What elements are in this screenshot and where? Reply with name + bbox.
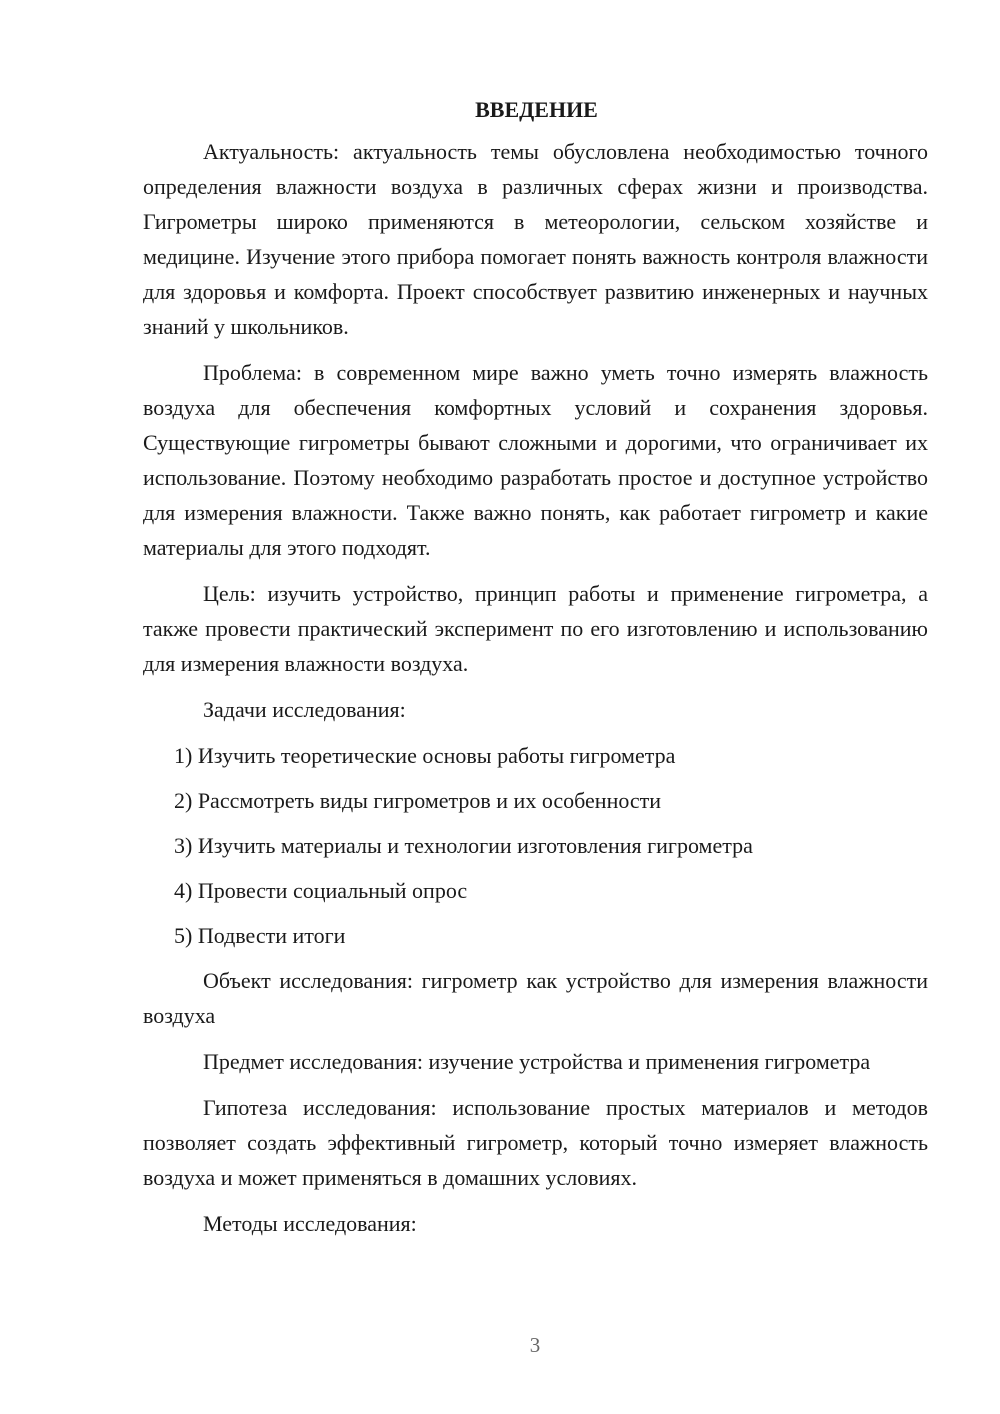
- task-item: 5) Подвести итоги: [174, 923, 346, 948]
- problem-paragraph: Проблема: в современном мире важно уметь точно измерять влажность воздуха для обеспечения комфортных условий и сохранения здоровья. Существующие гигрометры бывают сложными и дорогими, что ограничивает их использование. Поэтому необходимо разработать простое и доступное устройство для измерения влажности. Также важно понять, как работает гигрометр и какие материалы для этого подходят.: [143, 360, 928, 560]
- object-paragraph: Объект исследования: гигрометр как устройство для измерения влажности воздуха: [143, 968, 928, 1028]
- relevance-paragraph: Актуальность: актуальность темы обусловлена необходимостью точного определения влажности воздуха в различных сферах жизни и производства. Гигрометры широко применяются в метеорологии, сельском хозяйстве и медицине. Изучение этого прибора помогает понять важность контроля влажности для здоровья и комфорта. Проект способствует развитию инженерных и научных знаний у школьников.: [143, 139, 928, 339]
- tasks-heading: Задачи исследования:: [203, 697, 406, 722]
- tasks-list: [143, 738, 928, 953]
- task-item: 4) Провести социальный опрос: [174, 878, 468, 903]
- section-title: ВВЕДЕНИЕ: [475, 97, 598, 122]
- task-item: 3) Изучить материалы и технологии изготовления гигрометра: [174, 833, 753, 858]
- task-item: 1) Изучить теоретические основы работы гигрометра: [174, 743, 676, 768]
- task-item: 2) Рассмотреть виды гигрометров и их особенности: [174, 788, 662, 813]
- document-page: [143, 92, 928, 1252]
- goal-paragraph: Цель: изучить устройство, принцип работы и применение гигрометра, а также провести практический эксперимент по его изготовлению и использованию для измерения влажности воздуха.: [143, 581, 928, 676]
- methods-heading: Методы исследования:: [203, 1211, 417, 1236]
- hypothesis-paragraph: Гипотеза исследования: использование простых материалов и методов позволяет создать эффективный гигрометр, который точно измеряет влажность воздуха и может применяться в домашних условиях.: [143, 1095, 928, 1190]
- page-number: 3: [529, 1333, 541, 1357]
- subject-paragraph: Предмет исследования: изучение устройства и применения гигрометра: [203, 1049, 871, 1074]
